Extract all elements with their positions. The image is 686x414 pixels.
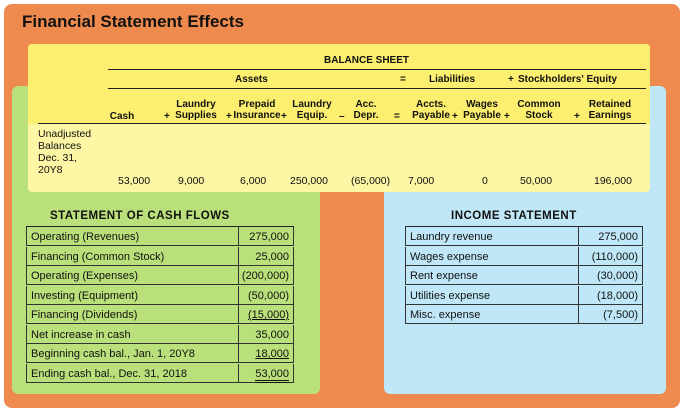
cash-flow-label: Financing (Dividends) xyxy=(31,309,138,321)
cell-divider xyxy=(238,364,239,382)
income-amount: (7,500) xyxy=(603,309,638,321)
income-row xyxy=(405,286,643,305)
cell-divider xyxy=(578,247,579,265)
balance-value-8: 196,000 xyxy=(594,175,632,187)
cash-flow-row xyxy=(26,364,294,383)
balance-value-4: (65,000) xyxy=(351,175,391,187)
plus-sign: + xyxy=(508,74,514,85)
column-header-1: Laundry Supplies xyxy=(175,99,217,121)
column-operator-3: – xyxy=(339,111,345,122)
income-amount: (18,000) xyxy=(597,289,638,302)
balance-value-5: 7,000 xyxy=(408,175,435,187)
cash-flow-label: Operating (Expenses) xyxy=(31,270,138,282)
liabilities-label: Liabilities xyxy=(429,74,476,85)
cash-flow-amount: (50,000) xyxy=(248,289,289,302)
income-row xyxy=(405,266,643,285)
column-operator-4: = xyxy=(394,111,400,122)
balance-value-3: 250,000 xyxy=(290,175,328,187)
balance-sheet xyxy=(28,44,650,192)
column-operator-0: + xyxy=(164,111,170,122)
cash-flow-amount: (200,000) xyxy=(241,270,289,282)
cash-flow-amount: 25,000 xyxy=(255,250,289,263)
income-label: Rent expense xyxy=(410,270,478,282)
cash-flow-label: Financing (Common Stock) xyxy=(31,250,165,263)
cell-divider xyxy=(238,286,239,304)
cash-flow-label: Beginning cash bal., Jan. 1, 20Y8 xyxy=(31,348,195,360)
column-rule xyxy=(38,123,646,124)
cash-flow-amount: 35,000 xyxy=(255,328,289,341)
cash-flow-label: Investing (Equipment) xyxy=(31,289,138,302)
assets-label: Assets xyxy=(235,74,268,85)
cell-divider xyxy=(578,266,579,284)
stockholders-equity-label: Stockholders' Equity xyxy=(518,74,618,85)
column-header-3: Laundry Equip. xyxy=(292,99,332,121)
column-header-6: Wages Payable xyxy=(463,99,501,121)
cell-divider xyxy=(578,227,579,245)
cell-divider xyxy=(238,325,239,343)
cash-flow-amount: 18,000 xyxy=(255,348,289,360)
balance-value-7: 50,000 xyxy=(520,175,553,187)
page-title: Financial Statement Effects xyxy=(22,12,245,31)
column-header-5: Accts. Payable xyxy=(412,99,450,121)
column-operator-2: + xyxy=(281,111,287,122)
cell-divider xyxy=(578,305,579,323)
cash-flows-heading: STATEMENT OF CASH FLOWS xyxy=(50,210,230,222)
column-header-4: Acc. Depr. xyxy=(353,99,379,121)
cash-flow-row xyxy=(26,286,294,305)
column-operator-5: + xyxy=(452,111,458,122)
column-operator-6: + xyxy=(504,111,510,122)
income-label: Utilities expense xyxy=(410,289,491,302)
column-header-2: Prepaid Insurance xyxy=(233,99,281,121)
income-amount: (110,000) xyxy=(591,250,638,263)
equals-sign: = xyxy=(400,74,406,85)
category-rule xyxy=(108,88,646,89)
column-header-0: Cash xyxy=(109,111,135,122)
cash-flow-row xyxy=(26,344,294,363)
cash-flow-amount: 53,000 xyxy=(255,368,289,383)
column-header-7: Common Stock xyxy=(517,99,561,121)
balance-sheet-heading: BALANCE SHEET xyxy=(324,55,410,66)
income-label: Laundry revenue xyxy=(410,231,493,243)
balance-value-6: 0 xyxy=(482,175,488,187)
income-label: Wages expense xyxy=(410,250,489,263)
cell-divider xyxy=(238,227,239,245)
cash-flow-row xyxy=(26,305,294,324)
cash-flow-label: Net increase in cash xyxy=(31,328,131,341)
cell-divider xyxy=(238,344,239,362)
cell-divider xyxy=(238,247,239,265)
income-label: Misc. expense xyxy=(410,309,481,321)
income-amount: (30,000) xyxy=(597,270,638,282)
cash-flow-row xyxy=(26,247,294,266)
income-row xyxy=(405,227,643,246)
cash-flow-row xyxy=(26,325,294,344)
balance-value-1: 9,000 xyxy=(178,175,205,187)
cash-flow-label: Ending cash bal., Dec. 31, 2018 xyxy=(31,367,187,380)
income-amount: 275,000 xyxy=(598,231,638,243)
income-row xyxy=(405,305,643,324)
balance-value-0: 53,000 xyxy=(118,175,151,187)
cell-divider xyxy=(238,266,239,284)
cash-flow-row xyxy=(26,266,294,285)
income-row xyxy=(405,247,643,266)
cell-divider xyxy=(578,286,579,304)
column-operator-1: + xyxy=(226,111,232,122)
cell-divider xyxy=(238,305,239,323)
column-header-8: Retained Earnings xyxy=(588,99,632,121)
row-label: Unadjusted Balances Dec. 31, 20Y8 xyxy=(38,128,92,176)
cash-flow-row xyxy=(26,227,294,246)
balance-value-2: 6,000 xyxy=(240,175,267,187)
cash-flow-amount: (15,000) xyxy=(248,309,289,321)
column-operator-7: + xyxy=(574,111,580,122)
cash-flow-label: Operating (Revenues) xyxy=(31,231,140,243)
income-statement-heading: INCOME STATEMENT xyxy=(451,210,577,222)
cash-flow-amount: 275,000 xyxy=(249,231,289,243)
header-rule xyxy=(108,69,646,70)
